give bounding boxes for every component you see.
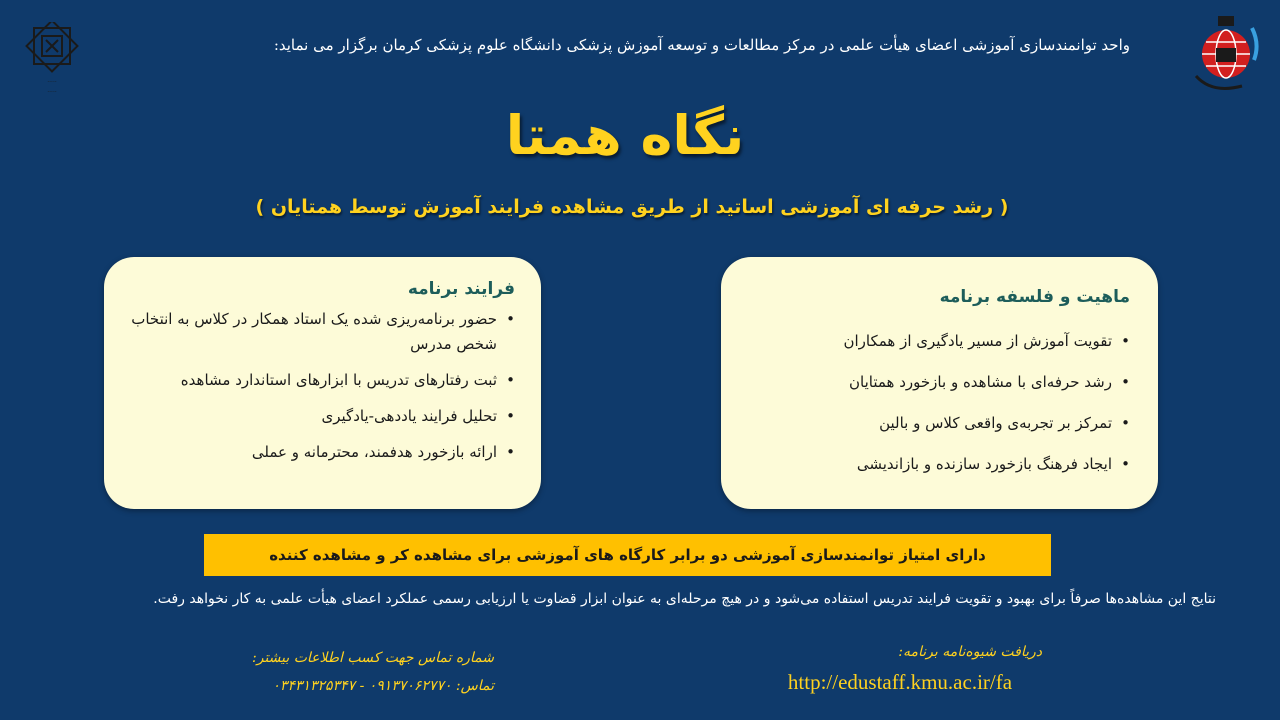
guide-link[interactable]: http://edustaff.kmu.ac.ir/fa	[787, 670, 1013, 694]
program-process-card	[104, 257, 541, 509]
list-item: • ثبت رفتارهای تدریس با ابزارهای استاندارد مشاهده	[128, 368, 515, 393]
contact-info	[232, 644, 494, 700]
edc-logo-icon	[1192, 14, 1260, 96]
list-item: • رشد حرفه‌ای با مشاهده و بازخورد همتایان	[741, 370, 1130, 395]
list-item: • تمرکز بر تجربه‌ی واقعی کلاس و بالین	[741, 411, 1130, 436]
page-subtitle: ( رشد حرفه ای آموزشی اساتید از طریق مشاهده فرایند آموزش توسط همتایان )	[255, 196, 1009, 218]
list-item: • ایجاد فرهنگ بازخورد سازنده و بازاندیشی	[741, 452, 1130, 477]
credit-highlight-banner: دارای امتیاز توانمندسازی آموزشی دو برابر کارگاه های آموزشی برای مشاهده کر و مشاهده کننده	[204, 534, 1051, 576]
svg-text:·····: ·····	[47, 79, 57, 86]
list-item: • تقویت آموزش از مسیر یادگیری از همکاران	[741, 329, 1130, 354]
process-list	[128, 307, 515, 465]
list-item: • حضور برنامه‌ریزی شده یک استاد همکار در کلاس به انتخاب شخص مدرس	[128, 307, 515, 357]
svg-text:·····: ·····	[47, 89, 57, 96]
page-title: نگاه همتا	[505, 104, 745, 167]
card-heading: ماهیت و فلسفه برنامه	[939, 287, 1130, 307]
card-heading: فرایند برنامه	[407, 279, 515, 299]
program-nature-card	[721, 257, 1158, 509]
nature-list	[741, 329, 1130, 477]
disclaimer-text: نتایج این مشاهده‌ها صرفاً برای بهبود و تقویت فرایند تدریس استفاده می‌شود و در هیچ مرحله‌ای به عنوان ابزار قضاوت یا ارزیابی رسمی عملکرد اعضای هیأت علمی به کار نخواهد رفت.	[153, 591, 1216, 607]
header-intro: واحد توانمندسازی آموزشی اعضای هیأت علمی در مرکز مطالعات و توسعه آموزش پزشکی دانشگاه علوم پزشکی کرمان برگزار می نماید:	[273, 36, 1130, 54]
list-item: • تحلیل فرایند یاددهی-یادگیری	[128, 404, 515, 429]
contact-numbers: تماس: ۰۹۱۳۷۰۶۲۷۷۰ - ۰۳۴۳۱۳۲۵۳۴۷	[272, 678, 494, 694]
list-item: • ارائه بازخورد هدفمند، محترمانه و عملی	[128, 440, 515, 465]
contact-label: شماره تماس جهت کسب اطلاعات بیشتر:	[252, 650, 494, 666]
ministry-emblem-icon	[22, 22, 82, 104]
guide-label: دریافت شیوه‌نامه برنامه:	[898, 644, 1042, 660]
